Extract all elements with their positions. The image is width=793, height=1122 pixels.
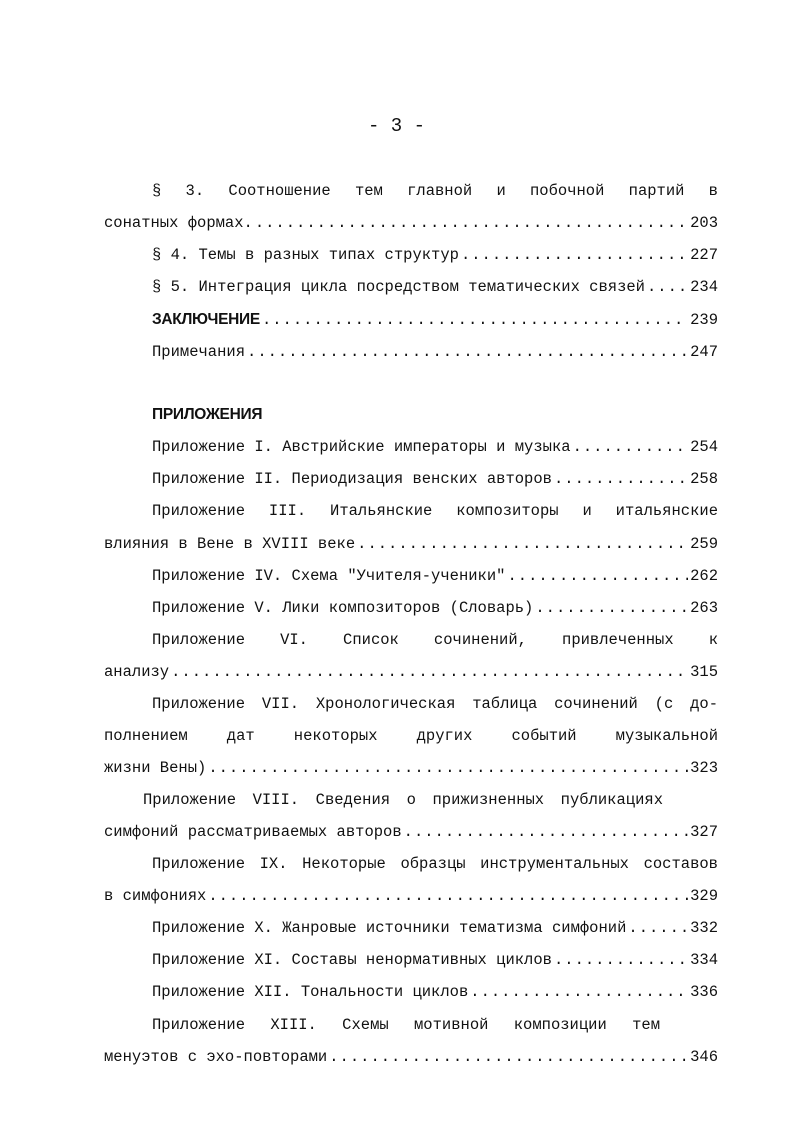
toc-entry-app7[interactable] bbox=[104, 758, 718, 778]
toc-app13-page: 346 bbox=[690, 1048, 718, 1066]
toc-app11-page: 334 bbox=[690, 951, 718, 969]
dot-leader bbox=[535, 598, 688, 618]
toc-sec3-line1: § 3. Соотношение тем главной и побочной партий в bbox=[152, 182, 718, 200]
toc-conclusion-text: ЗАКЛЮЧЕНИЕ bbox=[152, 311, 260, 328]
toc-app4-text: Приложение IV. Схема "Учителя-ученики" bbox=[152, 567, 506, 585]
toc-entry-notes[interactable] bbox=[152, 342, 718, 362]
dot-leader bbox=[262, 310, 688, 330]
toc-app8-line2: симфоний рассматриваемых авторов bbox=[104, 823, 402, 841]
toc-entry-app4[interactable] bbox=[152, 566, 718, 586]
dot-leader bbox=[357, 534, 688, 554]
toc-app3-page: 259 bbox=[690, 535, 718, 553]
toc-entry-app9[interactable] bbox=[104, 886, 718, 906]
toc-sec5-page: 234 bbox=[690, 278, 718, 296]
toc-app7-line2: полнением дат некоторых других событий музыкальной bbox=[104, 727, 718, 745]
toc-app3-line2: влияния в Вене в XVIII веке bbox=[104, 535, 356, 553]
toc-app6-page: 315 bbox=[690, 663, 718, 681]
toc-app3-line1: Приложение III. Итальянские композиторы и итальянские bbox=[152, 502, 718, 520]
toc-entry-sec4[interactable] bbox=[152, 245, 718, 265]
toc-entry-app11[interactable] bbox=[152, 950, 718, 970]
dot-leader bbox=[171, 662, 688, 682]
toc-entry-app6[interactable] bbox=[104, 662, 718, 682]
toc-sec4-text: § 4. Темы в разных типах структур bbox=[152, 246, 459, 264]
toc-app11-text: Приложение XI. Составы ненормативных циклов bbox=[152, 951, 552, 969]
toc-entry-app2[interactable] bbox=[152, 469, 718, 489]
toc-app7-line1: Приложение VII. Хронологическая таблица сочинений (с до- bbox=[152, 695, 718, 713]
toc-entry-conclusion[interactable] bbox=[152, 310, 718, 330]
toc-app10-page: 332 bbox=[690, 919, 718, 937]
toc-entry-sec3[interactable] bbox=[104, 213, 718, 233]
toc-entry-app1[interactable] bbox=[152, 437, 718, 457]
toc-app1-text: Приложение I. Австрийские императоры и музыка bbox=[152, 438, 571, 456]
toc-entry-sec5[interactable] bbox=[152, 277, 718, 297]
toc-entry-app13[interactable] bbox=[104, 1047, 718, 1067]
dot-leader bbox=[255, 213, 688, 233]
dot-leader bbox=[470, 982, 688, 1002]
toc-entry-app12[interactable] bbox=[152, 982, 718, 1002]
dot-leader bbox=[404, 822, 688, 842]
toc-app9-line2: в симфониях bbox=[104, 887, 207, 905]
toc-app6-line1: Приложение VI. Список сочинений, привлеченных к bbox=[152, 631, 718, 649]
toc-app13-line2: менуэтов с эхо-повторами bbox=[104, 1048, 328, 1066]
dot-leader bbox=[554, 950, 688, 970]
toc-sec5-text: § 5. Интеграция цикла посредством тематических связей bbox=[152, 278, 645, 296]
dot-leader bbox=[647, 277, 688, 297]
dot-leader bbox=[507, 566, 688, 586]
toc-app7-page: 323 bbox=[690, 759, 718, 777]
toc-entry-app10[interactable] bbox=[152, 918, 718, 938]
toc-entry-app8[interactable] bbox=[104, 822, 718, 842]
toc-notes-page: 247 bbox=[690, 343, 718, 361]
toc-app2-text: Приложение II. Периодизация венских авторов bbox=[152, 470, 552, 488]
toc-sec4-page: 227 bbox=[690, 246, 718, 264]
toc-app7-line3: жизни Вены) bbox=[104, 759, 207, 777]
toc-app6-line2: анализу bbox=[104, 663, 170, 681]
toc-app9-page: 329 bbox=[690, 887, 718, 905]
toc-app8-line1: Приложение VIII. Сведения о прижизненных публикациях bbox=[143, 791, 663, 809]
dot-leader bbox=[461, 245, 688, 265]
page-number: - 3 - bbox=[367, 115, 425, 137]
dot-leader bbox=[554, 469, 688, 489]
toc-app4-page: 262 bbox=[690, 567, 718, 585]
toc-sec3-line2: сонатных формах. bbox=[104, 214, 253, 232]
dot-leader bbox=[628, 918, 688, 938]
toc-app12-page: 336 bbox=[690, 983, 718, 1001]
appendices-heading: ПРИЛОЖЕНИЯ bbox=[152, 406, 263, 423]
toc-entry-app5[interactable] bbox=[152, 598, 718, 618]
toc-sec3-page: 203 bbox=[690, 214, 718, 232]
toc-app2-page: 258 bbox=[690, 470, 718, 488]
toc-entry-app3[interactable] bbox=[104, 534, 718, 554]
toc-app5-page: 263 bbox=[690, 599, 718, 617]
toc-app1-page: 254 bbox=[690, 438, 718, 456]
dot-leader bbox=[573, 437, 689, 457]
dot-leader bbox=[208, 758, 688, 778]
dot-leader bbox=[247, 342, 688, 362]
toc-app9-line1: Приложение IX. Некоторые образцы инструментальных составов bbox=[152, 855, 718, 873]
toc-app13-line1: Приложение XIII. Схемы мотивной композиции тем bbox=[152, 1016, 660, 1034]
dot-leader bbox=[208, 886, 688, 906]
toc-app12-text: Приложение XII. Тональности циклов bbox=[152, 983, 469, 1001]
toc-app10-text: Приложение X. Жанровые источники тематизма симфоний bbox=[152, 919, 627, 937]
toc-app5-text: Приложение V. Лики композиторов (Словарь) bbox=[152, 599, 534, 617]
toc-notes-text: Примечания bbox=[152, 343, 246, 361]
toc-app8-page: 327 bbox=[690, 823, 718, 841]
toc-conclusion-page: 239 bbox=[690, 311, 718, 329]
dot-leader bbox=[329, 1047, 688, 1067]
